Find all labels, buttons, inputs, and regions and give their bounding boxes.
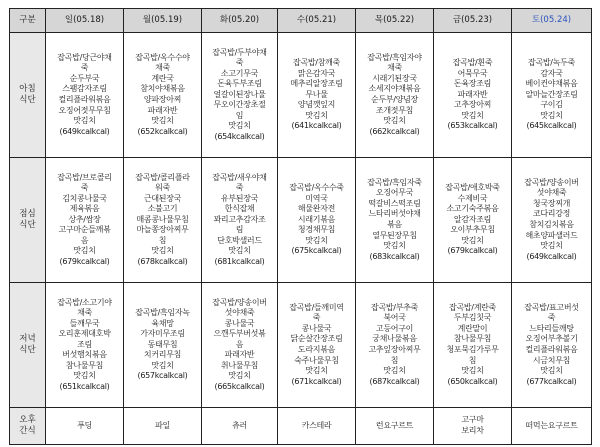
menu-item: 유부된장국	[220, 193, 259, 203]
menu-item: 맛김치	[305, 366, 328, 376]
header-row	[10, 9, 592, 33]
menu-cell-lunch-wed	[278, 158, 356, 283]
menu-item: 수제비국	[457, 193, 488, 203]
snack-item: 카스테라	[301, 420, 332, 430]
snack-label	[10, 408, 46, 445]
menu-item: 어묵무국	[457, 68, 488, 78]
menu-cell-dinner-sun	[46, 283, 124, 408]
menu-item: 해초양파샐러드	[525, 230, 578, 240]
menu-item: 잡곡밥/들깨미역	[289, 302, 344, 312]
snack-label-line: 간식	[19, 426, 36, 436]
snack-item: 런요구르트	[375, 420, 414, 430]
menu-item: 돈육두부조림	[217, 79, 262, 89]
meal-row-breakfast	[10, 33, 592, 158]
menu-item: 파래자반	[224, 350, 255, 360]
menu-item: 볶음	[387, 220, 402, 229]
menu-item: 청포묵김가루무	[446, 345, 499, 354]
menu-item: 버섯햄치볶음	[62, 350, 107, 360]
menu-item: 섯야채죽	[536, 188, 567, 198]
calorie-value: (662kcalkcal)	[369, 126, 420, 136]
calorie-value: (677kcalkcal)	[526, 376, 577, 386]
weekly-meal-table	[9, 8, 592, 445]
calorie-value: (652kcalkcal)	[137, 126, 188, 136]
menu-item: 잡곡밥/흑임자죽	[367, 177, 422, 187]
menu-item: 참치야채볶음	[140, 84, 185, 94]
menu-item: 베이컨야채볶음	[525, 79, 578, 89]
meal-label-line: 점심	[19, 208, 36, 219]
snack-item: 보리차	[461, 426, 484, 435]
menu-item: 잡곡밥/소고기야	[57, 297, 112, 307]
menu-item: 고구마순들깨볶	[58, 225, 111, 235]
menu-item: 워죽	[155, 183, 170, 193]
menu-item: 얼갈이된장나물	[213, 89, 266, 99]
snack-item: 고구마	[461, 415, 484, 425]
day-header-sat: 토(05.24)	[512, 9, 592, 33]
menu-item: 치커리무침	[143, 350, 182, 360]
menu-item: 고등어구이	[375, 323, 414, 333]
menu-item: 맛김치	[228, 121, 251, 131]
snack-label-line: 오후	[19, 414, 36, 425]
menu-cell-dinner-tue	[202, 283, 278, 408]
snack-cell-fri	[434, 408, 512, 445]
menu-item: 오징어무국	[375, 188, 414, 198]
menu-item: 맛김치	[151, 116, 174, 126]
menu-item: 침	[158, 235, 167, 245]
snack-item: 떠먹는요구르트	[525, 420, 578, 430]
menu-item: 잡곡밥/흑임자야	[367, 52, 422, 62]
menu-item: 닭순살간장조림	[290, 334, 343, 344]
menu-item: 시금치무침	[532, 355, 571, 365]
menu-item: 느타리버섯야채	[368, 209, 421, 219]
menu-item: 오징어젓무무침	[58, 105, 111, 115]
menu-cell-lunch-mon	[124, 158, 202, 283]
menu-item: 죽	[547, 313, 556, 323]
header-label: 구분	[10, 9, 46, 33]
meal-label-line: 아침	[19, 83, 36, 94]
menu-item: 시래기된장국	[372, 73, 417, 83]
menu-cell-lunch-fri	[434, 158, 512, 283]
menu-cell-lunch-thu	[356, 158, 434, 283]
menu-item: 맛김치	[461, 235, 484, 245]
meal-label-lunch	[10, 158, 46, 283]
day-header-wed: 수(05.21)	[278, 9, 356, 33]
calorie-value: (649kcalkcal)	[59, 126, 110, 136]
menu-cell-breakfast-wed	[278, 33, 356, 158]
menu-item: 림	[235, 225, 244, 235]
menu-cell-dinner-thu	[356, 283, 434, 408]
menu-item: 맛김치	[305, 235, 328, 245]
meal-label-line: 식단	[19, 95, 36, 105]
day-header-sun: 일(05.18)	[46, 9, 124, 33]
menu-item: 죽	[312, 313, 321, 323]
menu-item: 맛김치	[383, 366, 406, 376]
menu-item: 잡곡밥/옥수수야	[135, 52, 190, 62]
menu-item: 계란국	[151, 73, 174, 83]
menu-item: 파래자반	[147, 105, 178, 115]
calorie-value: (653kcalkcal)	[447, 121, 498, 131]
menu-item: 채죽	[387, 63, 402, 73]
menu-item: 조개젓무침	[375, 105, 414, 115]
meal-label-line: 저녁	[19, 333, 36, 344]
menu-item: 참치김치볶음	[529, 220, 574, 229]
menu-item: 파래자반	[457, 89, 488, 99]
menu-item: 도라지볶음	[297, 345, 336, 354]
menu-item: 숙주나물무침	[294, 355, 339, 365]
snack-row	[10, 408, 592, 445]
menu-item: 육채망	[151, 318, 174, 328]
meal-label-line: 식단	[19, 220, 36, 230]
menu-cell-breakfast-sat	[512, 33, 592, 158]
menu-item: 양념깻잎지	[297, 100, 336, 110]
menu-cell-lunch-sat	[512, 158, 592, 283]
menu-cell-dinner-fri	[434, 283, 512, 408]
menu-item: 소불고기	[147, 204, 178, 214]
menu-item: 맛김치	[540, 110, 563, 120]
calorie-value: (641kcalkcal)	[291, 121, 342, 131]
menu-item: 상추/쌈장	[68, 214, 101, 224]
menu-item: 맛김치	[383, 116, 406, 126]
menu-item: 컬리플라워볶음	[525, 345, 578, 354]
menu-item: 맛김치	[540, 366, 563, 376]
menu-item: 맛김치	[228, 371, 251, 381]
menu-item: 두부김칫국	[453, 313, 492, 323]
menu-item: 잡곡밥/콜리플라	[135, 172, 190, 182]
snack-cell-wed	[278, 408, 356, 445]
menu-item: 콩나물국	[224, 318, 255, 328]
meal-label-line: 식단	[19, 345, 36, 355]
menu-item: 열무된장무침	[372, 230, 417, 240]
menu-item: 잡곡밥/참깨죽	[293, 58, 340, 68]
menu-item: 맛김치	[540, 241, 563, 251]
menu-item: 오리훈제대호박	[58, 329, 111, 339]
snack-cell-sat	[512, 408, 592, 445]
menu-item: 잡곡밥/양송이버	[524, 177, 579, 187]
calorie-value: (683kcalkcal)	[369, 251, 420, 261]
menu-item: 잡곡밥/애호박죽	[445, 183, 500, 193]
calorie-value: (679kcalkcal)	[59, 256, 110, 266]
menu-item: 채죽	[77, 308, 92, 318]
menu-item: 소세지야채볶음	[368, 84, 421, 94]
snack-cell-mon	[124, 408, 202, 445]
meal-label-breakfast	[10, 33, 46, 158]
menu-item: 코다리강정	[532, 209, 571, 219]
menu-item: 무나물	[305, 89, 328, 99]
menu-item: 잡곡밥/옥수수죽	[289, 183, 344, 193]
menu-item: 잡곡밥/표고버섯	[524, 302, 579, 312]
menu-item: 스팸감자조림	[62, 84, 107, 94]
calorie-value: (657kcalkcal)	[137, 371, 188, 381]
menu-item: 미역국	[305, 193, 328, 203]
day-header-mon: 월(05.19)	[124, 9, 202, 33]
menu-item: 잡곡밥/부추죽	[371, 302, 418, 312]
menu-cell-breakfast-fri	[434, 33, 512, 158]
calorie-value: (665kcalkcal)	[214, 381, 265, 391]
menu-item: 컬리플라워볶음	[58, 95, 111, 104]
menu-item: 돈육장조림	[453, 79, 492, 89]
menu-item: 한식잡채	[224, 204, 255, 214]
menu-item: 조림	[77, 339, 92, 349]
calorie-value: (645kcalkcal)	[526, 121, 577, 131]
menu-item: 죽	[80, 183, 89, 193]
menu-item: 섯야채죽	[224, 308, 255, 318]
menu-item: 오이부추무침	[450, 225, 495, 235]
snack-cell-tue	[202, 408, 278, 445]
calorie-value: (654kcalkcal)	[214, 131, 265, 141]
menu-item: 맛김치	[461, 110, 484, 120]
menu-item: 침	[468, 355, 477, 365]
menu-item: 맛김치	[383, 241, 406, 251]
snack-cell-sun	[46, 408, 124, 445]
snack-item: 츄러	[232, 420, 247, 430]
snack-cell-thu	[356, 408, 434, 445]
menu-item: 죽	[235, 58, 244, 68]
menu-item: 소고기무국	[220, 68, 259, 78]
meal-table-body	[10, 33, 592, 445]
menu-item: 맛김치	[73, 371, 96, 381]
menu-item: 해물완자전	[297, 204, 336, 214]
menu-item: 음	[235, 339, 244, 349]
calorie-value: (681kcalkcal)	[214, 256, 265, 266]
menu-item: 음	[80, 235, 89, 245]
menu-item: 들깨무국	[69, 318, 100, 328]
meal-label-dinner	[10, 283, 46, 408]
menu-item: 맛김치	[305, 110, 328, 120]
menu-item: 취나물무침	[220, 360, 259, 370]
snack-item: 푸딩	[77, 420, 92, 430]
menu-cell-breakfast-mon	[124, 33, 202, 158]
menu-item: 순두부국	[69, 73, 100, 83]
calorie-value: (679kcalkcal)	[447, 246, 498, 256]
snack-item: 파일	[155, 420, 170, 430]
menu-item: 북어국	[383, 313, 406, 323]
menu-item: 동태무침	[147, 339, 178, 349]
menu-cell-breakfast-sun	[46, 33, 124, 158]
menu-cell-dinner-sat	[512, 283, 592, 408]
menu-item: 고추잎장아찌무	[368, 345, 421, 354]
menu-item: 채죽	[155, 63, 170, 73]
menu-item: 맛김치	[151, 246, 174, 256]
menu-item: 김치콩나물국	[62, 193, 107, 203]
menu-item: 가자미무조림	[140, 329, 185, 339]
calorie-value: (671kcalkcal)	[291, 376, 342, 386]
menu-item: 궁채나물볶음	[372, 334, 417, 344]
menu-item: 마늘쫑장아찌무	[136, 225, 189, 235]
calorie-value: (687kcalkcal)	[369, 376, 420, 386]
menu-item: 잡곡밥/당근야채	[57, 52, 112, 62]
calorie-value: (678kcalkcal)	[137, 256, 188, 266]
menu-item: 알마늘간장조림	[525, 89, 578, 99]
menu-item: 잡곡밥/브로콜리	[57, 172, 112, 182]
menu-item: 잡곡밥/흰죽	[452, 58, 493, 68]
menu-item: 순두부/양념장	[371, 95, 418, 104]
menu-item: 무오이간장초절	[213, 100, 266, 110]
calorie-value: (651kcalkcal)	[59, 381, 110, 391]
meal-row-lunch	[10, 158, 592, 283]
menu-item: 제육볶음	[69, 204, 100, 214]
menu-cell-lunch-tue	[202, 158, 278, 283]
day-header-tue: 화(05.20)	[202, 9, 278, 33]
menu-item: 메추리알장조림	[290, 79, 343, 89]
menu-item: 침	[390, 355, 399, 365]
meal-row-dinner	[10, 283, 592, 408]
menu-cell-breakfast-thu	[356, 33, 434, 158]
calorie-value: (650kcalkcal)	[447, 376, 498, 386]
menu-item: 콩나물국	[301, 323, 332, 333]
menu-item: 근대된장국	[143, 193, 182, 203]
menu-item: 맛김치	[73, 116, 96, 126]
menu-item: 청경채무침	[297, 225, 336, 235]
menu-item: 잡곡밥/계란죽	[449, 302, 496, 312]
menu-item: 잡곡밥/두부야채	[212, 47, 267, 57]
menu-item: 잡곡밥/새우야채	[212, 172, 267, 182]
menu-item: 알감자조림	[453, 214, 492, 224]
menu-item: 소고기숙주볶음	[446, 204, 499, 214]
menu-item: 맛김치	[228, 246, 251, 256]
menu-item: 죽	[80, 63, 89, 73]
menu-item: 시래기볶음	[297, 214, 336, 224]
menu-item: 맛김치	[73, 246, 96, 256]
menu-item: 느타리들깨탕	[529, 323, 574, 333]
menu-item: 맛김치	[151, 360, 174, 370]
calorie-value: (649kcalkcal)	[526, 251, 577, 261]
menu-item: 매콤콩나물무침	[136, 214, 189, 224]
menu-item: 감자국	[540, 68, 563, 78]
calorie-value: (675kcalkcal)	[291, 246, 342, 256]
menu-item: 참나물무침	[453, 334, 492, 344]
menu-item: 단호박샐러드	[217, 235, 262, 245]
menu-item: 양파장아찌	[143, 95, 182, 104]
menu-item: 청국장찌개	[532, 198, 571, 208]
menu-item: 고추장아찌	[453, 100, 492, 110]
menu-item: 잡곡밥/양송이버	[212, 297, 267, 307]
menu-item: 잡곡밥/흑임자녹	[135, 308, 190, 318]
menu-cell-lunch-sun	[46, 158, 124, 283]
menu-cell-dinner-wed	[278, 283, 356, 408]
menu-cell-breakfast-tue	[202, 33, 278, 158]
menu-item: 맑은감자국	[297, 68, 336, 78]
menu-cell-dinner-mon	[124, 283, 202, 408]
menu-item: 구이김	[540, 100, 563, 110]
menu-item: 맛김치	[461, 366, 484, 376]
day-header-fri: 금(05.23)	[434, 9, 512, 33]
menu-item: 임	[235, 110, 244, 120]
day-header-thu: 목(05.22)	[356, 9, 434, 33]
menu-item: 꽈리고추감자조	[213, 214, 266, 224]
menu-item: 오징어부추볼기	[525, 334, 578, 344]
menu-item: 떡갈비스떡조림	[368, 198, 421, 208]
menu-item: 참나물무침	[65, 360, 104, 370]
menu-item: 죽	[235, 183, 244, 193]
menu-item: 으깬두부버섯볶	[213, 329, 266, 339]
menu-item: 잡곡밥/녹두죽	[528, 58, 575, 68]
menu-item: 계란말이	[457, 323, 488, 333]
